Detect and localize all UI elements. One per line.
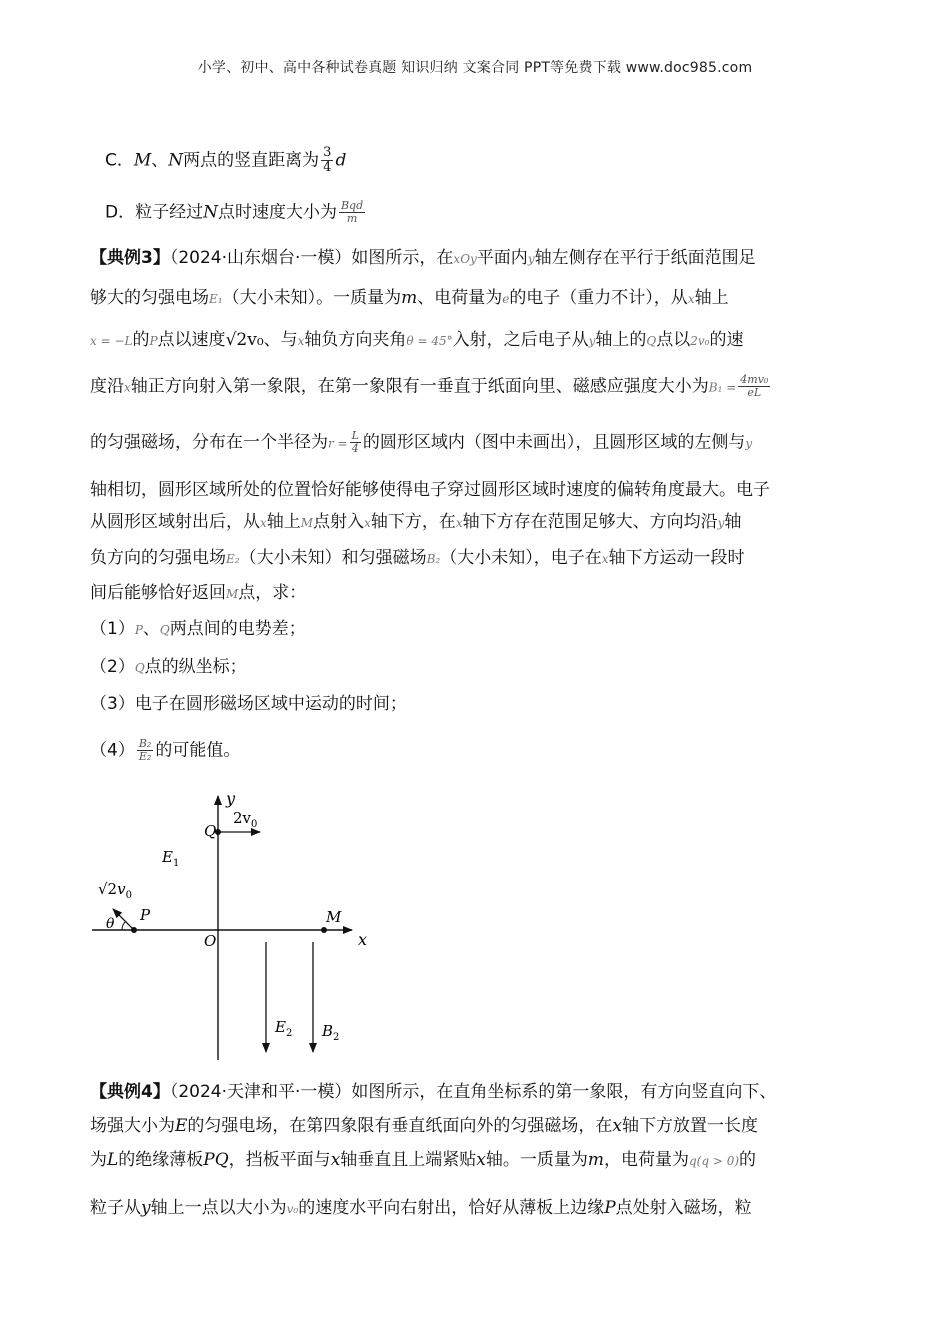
e1-label: $E_1$ <box>162 848 180 869</box>
y-axis-label: y <box>226 789 236 808</box>
example3-line4: 度沿x轴正方向射入第一象限，在第一象限有一垂直于纸面向里、磁感应强度大小为B₁ = $\frac{\text{4mv₀}}{eL}$ <box>90 373 769 399</box>
theta-arc <box>122 921 126 930</box>
x-axis-label: x <box>358 930 368 949</box>
example4-line3: 为L的绝缘薄板PQ，挡板平面与x轴垂直且上端紧贴x轴。一质量为m，电荷量为q(q > 0)的 <box>90 1150 757 1170</box>
example3-line3: x = −L的P点以速度√2v₀、与x轴负方向夹角θ = 45°入射，之后电子从y轴上的Q点以2v₀的速 <box>90 330 744 350</box>
fraction-L-4: $\frac{L}{4}$ <box>351 429 359 455</box>
example3-line6: 轴相切，圆形区域所处的位置恰好能够使得电子穿过圆形区域时速度的偏转角度最大。电子 <box>90 480 770 500</box>
b2-label: $B_2$ <box>322 1022 340 1043</box>
coordinate-diagram <box>80 780 400 1070</box>
option-c: C．M、N两点的竖直距离为 $\frac{3}{4}$ d <box>105 145 347 175</box>
example4-label: 【典例4】 <box>90 1082 170 1102</box>
example4-line1: 【典例4】（2024·天津和平·一模）如图所示，在直角坐标系的第一象限，有方向竖直向下、 <box>90 1082 777 1102</box>
q-label: Q <box>204 822 217 840</box>
option-d: D．粒子经过N点时速度大小为 $\frac{\text{Bqd}}{m}$ <box>105 199 364 225</box>
question-1: （1）P、Q两点间的电势差； <box>90 619 306 639</box>
fraction-bqd-m: $\frac{\text{Bqd}}{m}$ <box>340 199 364 225</box>
p-velocity-arrow <box>113 909 134 930</box>
m-label: M <box>326 908 342 926</box>
example3-line8: 负方向的匀强电场E₂（大小未知）和匀强磁场B₂（大小未知），电子在x轴下方运动一段时 <box>90 548 745 568</box>
question-3: （3）电子在圆形磁场区域中运动的时间； <box>90 694 407 714</box>
q-velocity-label: $2v_0$ <box>233 809 258 830</box>
theta-label: θ <box>106 916 115 932</box>
question-4: （4） $\frac{\text{B₂}}{\text{E₂}}$ 的可能值。 <box>90 737 241 763</box>
example3-line1: 【典例3】（2024·山东烟台·一模）如图所示，在xOy平面内y轴左侧存在平行于纸面范围足 <box>90 248 756 268</box>
origin-label: O <box>204 932 217 950</box>
question-2: （2）Q点的纵坐标； <box>90 657 247 677</box>
fraction-4mv0-eL: $\frac{\text{4mv₀}}{eL}$ <box>740 373 769 399</box>
e2-label: $E_2$ <box>275 1018 293 1039</box>
p-velocity-label: $√2v_0$ <box>98 880 132 901</box>
example3-label: 【典例3】 <box>90 248 170 268</box>
example3-line9: 间后能够恰好返回M点，求： <box>90 583 307 603</box>
p-label: P <box>140 906 151 924</box>
fraction-B2-E2: $\frac{\text{B₂}}{\text{E₂}}$ <box>138 737 152 763</box>
example4-line4: 粒子从y轴上一点以大小为v₀的速度水平向右射出，恰好从薄板上边缘P点处射入磁场，粒 <box>90 1198 752 1218</box>
example3-line7: 从圆形区域射出后，从x轴上M点射入x轴下方，在x轴下方存在范围足够大、方向均沿y轴 <box>90 512 742 532</box>
example3-line5: 的匀强磁场，分布在一个半径为r = $\frac{L}{4}$ 的圆形区域内（图中未画出），且圆形区域的左侧与y <box>90 429 753 455</box>
page-header: 小学、初中、高中各种试卷真题 知识归纳 文案合同 PPT等免费下载 www.doc985.com <box>197 60 753 76</box>
fraction-3-4: $\frac{3}{4}$ <box>323 145 332 175</box>
example4-line2: 场强大小为E的匀强电场，在第四象限有垂直纸面向外的匀强磁场，在x轴下方放置一长度 <box>90 1116 759 1136</box>
point-m <box>321 927 327 933</box>
example3-line2: 够大的匀强电场E₁（大小未知）。一质量为m、电荷量为e的电子（重力不计），从x轴上 <box>90 288 729 308</box>
